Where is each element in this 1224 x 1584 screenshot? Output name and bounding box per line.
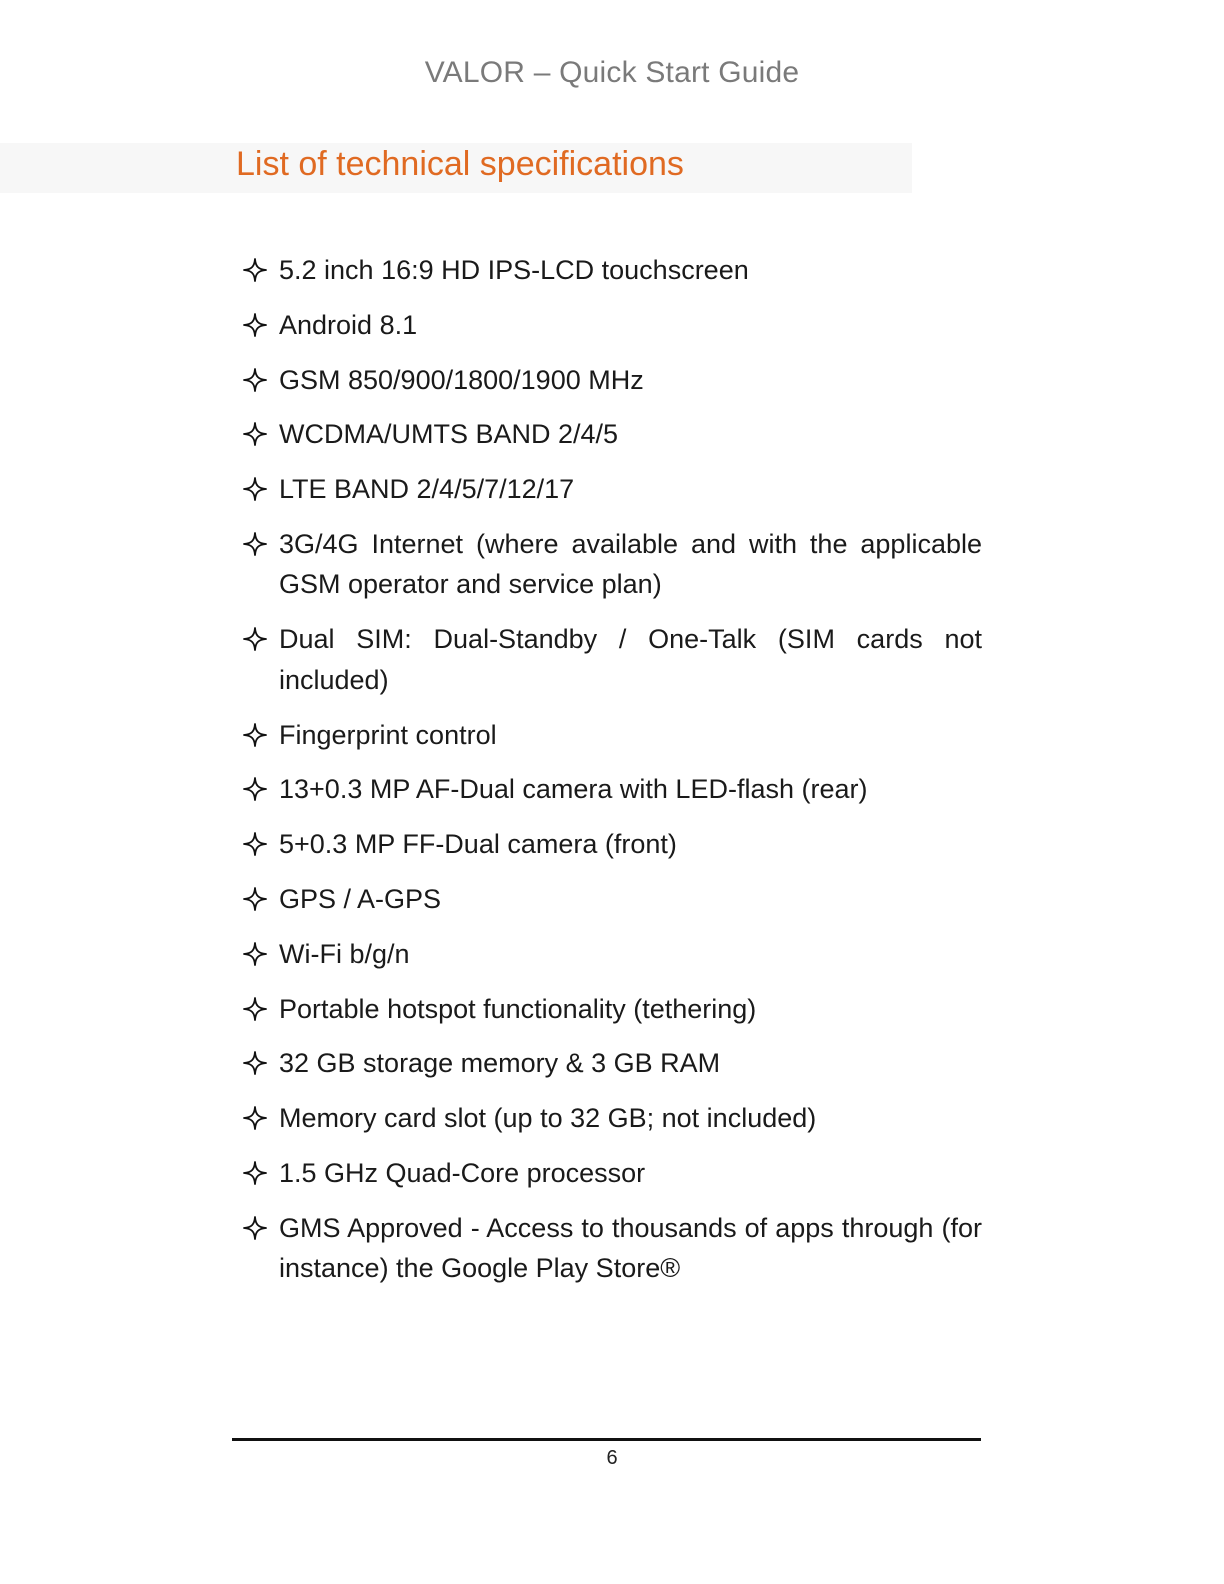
spec-list xyxy=(240,250,982,1303)
spec-text: 1.5 GHz Quad-Core processor xyxy=(279,1157,646,1188)
spec-text: 5.2 inch 16:9 HD IPS-LCD touchscreen xyxy=(279,255,749,285)
four-point-star-outline-icon xyxy=(240,469,270,509)
spec-item xyxy=(240,305,982,346)
spec-text: 3G/4G Internet (where available and with the applicable GSM operator and service plan) xyxy=(279,528,982,600)
spec-item xyxy=(240,934,982,975)
four-point-star-outline-icon xyxy=(240,824,270,864)
spec-item xyxy=(240,1153,982,1194)
page-number: 6 xyxy=(606,1447,618,1469)
spec-item xyxy=(240,619,982,700)
four-point-star-outline-icon xyxy=(240,414,270,454)
four-point-star-outline-icon xyxy=(240,1098,270,1138)
spec-text: GMS Approved - Access to thousands of apps through (for instance) the Google Play Store® xyxy=(279,1212,982,1284)
spec-item xyxy=(240,1208,982,1289)
spec-text: 5+0.3 MP FF-Dual camera (front) xyxy=(279,829,677,860)
spec-text: GPS / A-GPS xyxy=(279,883,442,914)
spec-item xyxy=(240,879,982,920)
four-point-star-outline-icon xyxy=(240,1153,270,1193)
spec-item xyxy=(240,414,982,455)
spec-text: Portable hotspot functionality (tethering) xyxy=(279,993,757,1024)
spec-text: WCDMA/UMTS BAND 2/4/5 xyxy=(279,419,619,450)
spec-item xyxy=(240,769,982,810)
spec-text: GSM 850/900/1800/1900 MHz xyxy=(279,364,644,395)
spec-item xyxy=(240,360,982,401)
spec-item xyxy=(240,1098,982,1139)
spec-item xyxy=(240,469,982,510)
footer-divider xyxy=(232,1438,981,1441)
spec-item xyxy=(240,524,982,605)
spec-text: Wi-Fi b/g/n xyxy=(279,938,410,969)
spec-text: Dual SIM: Dual-Standby / One-Talk (SIM cards not included) xyxy=(279,624,982,695)
spec-text: Memory card slot (up to 32 GB; not included) xyxy=(279,1103,817,1134)
four-point-star-outline-icon xyxy=(240,879,270,919)
spec-text: LTE BAND 2/4/5/7/12/17 xyxy=(279,474,575,505)
spec-item xyxy=(240,715,982,756)
four-point-star-outline-icon xyxy=(240,360,270,400)
four-point-star-outline-icon xyxy=(240,1208,270,1248)
section-title: List of technical specifications xyxy=(236,145,684,183)
spec-text: Android 8.1 xyxy=(279,309,418,340)
spec-item xyxy=(240,1043,982,1084)
spec-text: 13+0.3 MP AF-Dual camera with LED-flash (rear) xyxy=(279,774,868,805)
spec-text: 32 GB storage memory & 3 GB RAM xyxy=(279,1048,721,1079)
four-point-star-outline-icon xyxy=(240,989,270,1029)
four-point-star-outline-icon xyxy=(240,934,270,974)
spec-item xyxy=(240,824,982,865)
four-point-star-outline-icon xyxy=(240,524,270,564)
running-header: VALOR – Quick Start Guide xyxy=(424,56,800,89)
four-point-star-outline-icon xyxy=(240,769,270,809)
spec-item xyxy=(240,989,982,1030)
four-point-star-outline-icon xyxy=(240,1043,270,1083)
four-point-star-outline-icon xyxy=(240,619,270,659)
four-point-star-outline-icon xyxy=(240,715,270,755)
four-point-star-outline-icon xyxy=(240,305,270,345)
four-point-star-outline-icon xyxy=(240,250,270,290)
spec-text: Fingerprint control xyxy=(279,719,497,750)
spec-item xyxy=(240,250,982,291)
